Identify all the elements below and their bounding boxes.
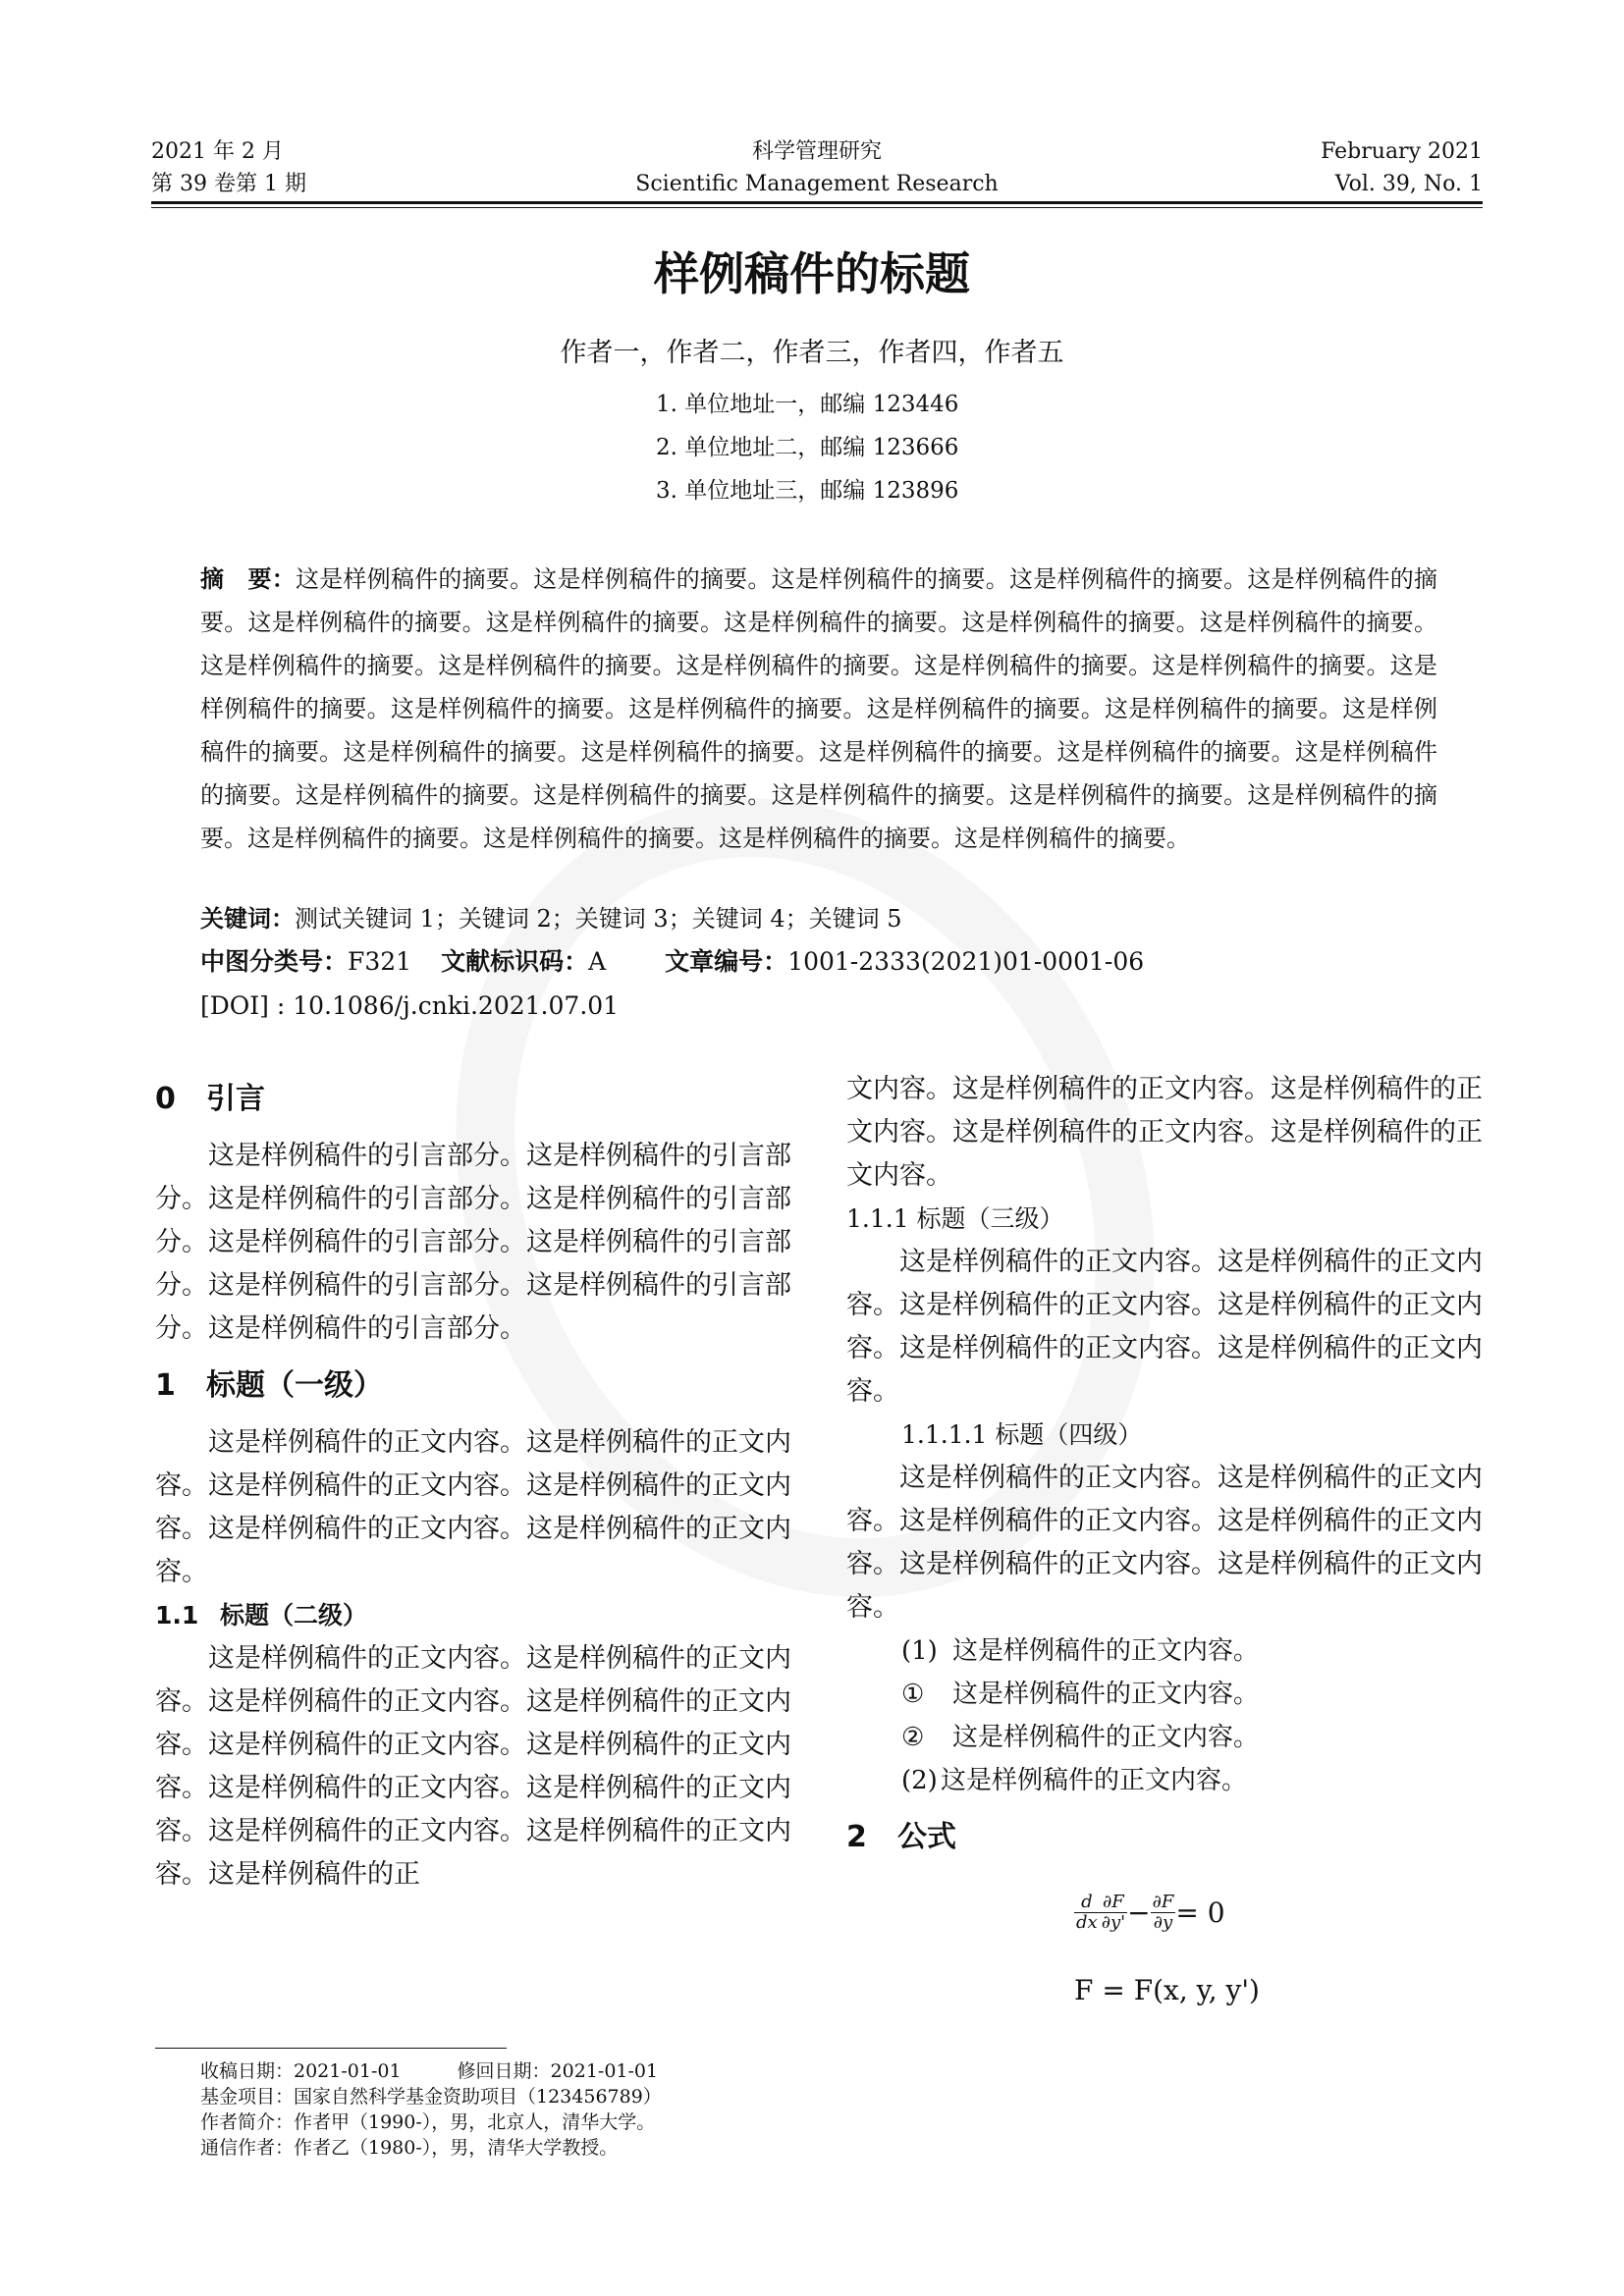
journal-name-cn: 科学管理研究: [751, 139, 882, 164]
list-item: [846, 1759, 1483, 1802]
section-1-paragraph: 这是样例稿件的正文内容。这是样例稿件的正文内容。这是样例稿件的正文内容。这是样例稿件的正文内容。这是样例稿件的正文内容。这是样例稿件的正文内容。: [155, 1427, 791, 1587]
abstract-label: 摘 要：: [200, 565, 296, 593]
running-header: [151, 135, 1483, 204]
section-title: 标题（二级）: [220, 1601, 368, 1629]
fraction-d-dx: $\frac{d}{dx}$: [1076, 1892, 1098, 1933]
list-marker: ①: [901, 1680, 925, 1709]
section-heading-1-1: [155, 1594, 791, 1637]
list-item: [846, 1716, 1483, 1759]
doc-code-value: A: [588, 947, 607, 976]
section-title: 引言: [206, 1082, 265, 1116]
header-rule-thin: [151, 207, 1483, 208]
list-marker: (1): [901, 1636, 938, 1666]
footnote-corresponding-author: 通信作者：作者乙（1980-），男，清华大学教授。: [200, 2137, 619, 2159]
issue-date-cn: 2021 年 2 月: [151, 139, 284, 164]
doc-code-label: 文献标识码：: [441, 947, 589, 976]
author-list: 作者一，作者二，作者三，作者四，作者五: [560, 338, 1064, 368]
section-1-1-1-1-paragraph: 这是样例稿件的正文内容。这是样例稿件的正文内容。这是样例稿件的正文内容。这是样例稿件的正文内容。这是样例稿件的正文内容。这是样例稿件的正文内容。: [846, 1463, 1483, 1623]
list-item: [846, 1673, 1483, 1716]
section-1-1-paragraph: 这是样例稿件的正文内容。这是样例稿件的正文内容。这是样例稿件的正文内容。这是样例稿件的正文内容。这是样例稿件的正文内容。这是样例稿件的正文内容。这是样例稿件的正文内容。这是样例稿件的正文内容。这是样例稿件的正文内容。这是样例稿件的正文内容。这是样例稿件的正: [155, 1643, 791, 1890]
section-number: 1.1: [155, 1601, 199, 1629]
issue-date-en-block: [1321, 135, 1483, 200]
section-title: 公式: [897, 1820, 956, 1854]
fraction-dF-dyprime: $\frac{\partial F}{\partial y'}$: [1101, 1892, 1126, 1933]
minus-sign: −: [1127, 1896, 1151, 1929]
equation-functional: F = F(x, y, y'): [1074, 1974, 1260, 2006]
footnote-author-bio: 作者简介：作者甲（1990-），男，北京人，清华大学。: [200, 2111, 656, 2133]
clc-value: F321: [348, 947, 412, 976]
list-marker: ②: [901, 1723, 925, 1752]
list-item-text: 这是样例稿件的正文内容。: [941, 1766, 1248, 1795]
keywords: [200, 899, 902, 938]
paper-title: 样例稿件的标题: [654, 247, 970, 300]
footnote-received-date: 收稿日期：2021-01-01 修回日期：2021-01-01: [200, 2060, 659, 2082]
abstract-text: 这是样例稿件的摘要。这是样例稿件的摘要。这是样例稿件的摘要。这是样例稿件的摘要。这是样例稿件的摘要。这是样例稿件的摘要。这是样例稿件的摘要。这是样例稿件的摘要。这是样例稿件的摘要。这是样例稿件的摘要。这是样例稿件的摘要。这是样例稿件的摘要。这是样例稿件的摘要。这是样例稿件的摘要。这是样例稿件的摘要。这是样例稿件的摘要。这是样例稿件的摘要。这是样例稿件的摘要。这是样例稿件的摘要。这是样例稿件的摘要。这是样例稿件的摘要。这是样例稿件的摘要。这是样例稿件的摘要。这是样例稿件的摘要。这是样例稿件的摘要。这是样例稿件的摘要。这是样例稿件的摘要。这是样例稿件的摘要。这是样例稿件的摘要。这是样例稿件的摘要。这是样例稿件的摘要。这是样例稿件的摘要。这是样例稿件的摘要。这是样例稿件的摘要。这是样例稿件的摘要。: [200, 565, 1438, 852]
journal-name-en: Scientific Management Research: [635, 172, 999, 196]
list-item-text: 这是样例稿件的正文内容。: [952, 1723, 1260, 1752]
section-1-1-paragraph-continued: 文内容。这是样例稿件的正文内容。这是样例稿件的正文内容。这是样例稿件的正文内容。这是样例稿件的正文内容。: [846, 1074, 1483, 1191]
doi-line: [DOI] : 10.1086/j.cnki.2021.07.01: [200, 991, 620, 1020]
article-number-value: 1001-2333(2021)01-0001-06: [787, 947, 1145, 976]
section-heading-1-1-1: 1.1.1 标题（三级）: [846, 1204, 1064, 1233]
journal-name-block: [151, 135, 1483, 200]
keywords-label: 关键词：: [200, 905, 295, 933]
issue-date-en: February 2021: [1321, 139, 1483, 164]
affiliation-2: 2. 单位地址二，邮编 123666: [656, 435, 959, 460]
affiliation-3: 3. 单位地址三，邮编 123896: [656, 478, 959, 504]
clc-label: 中图分类号：: [200, 947, 349, 976]
footnote-funding: 基金项目：国家自然科学基金资助项目（123456789）: [200, 2086, 662, 2108]
classification-line: [200, 942, 1144, 982]
section-number: 2: [846, 1820, 867, 1854]
left-column: [155, 1078, 791, 1896]
section-heading-2: [846, 1816, 1483, 1859]
equation-euler-lagrange: [1074, 1893, 1225, 1951]
keywords-text: 测试关键词 1；关键词 2；关键词 3；关键词 4；关键词 5: [295, 905, 902, 933]
fraction-dF-dy: $\frac{\partial F}{\partial y}$: [1152, 1892, 1174, 1933]
section-number: 0: [155, 1082, 176, 1116]
section-heading-1: [155, 1364, 791, 1408]
section-title: 标题（一级）: [206, 1368, 383, 1403]
equation-rhs: = 0: [1175, 1896, 1225, 1929]
list-item-text: 这是样例稿件的正文内容。: [952, 1680, 1260, 1709]
list-item-text: 这是样例稿件的正文内容。: [952, 1636, 1260, 1666]
right-column: [846, 1068, 1483, 1859]
abstract: [200, 558, 1437, 860]
section-heading-1-1-1-1: 1.1.1.1 标题（四级）: [901, 1420, 1143, 1449]
issue-volume-en: Vol. 39, No. 1: [1334, 172, 1483, 196]
section-1-1-1-paragraph: 这是样例稿件的正文内容。这是样例稿件的正文内容。这是样例稿件的正文内容。这是样例稿件的正文内容。这是样例稿件的正文内容。这是样例稿件的正文内容。: [846, 1247, 1483, 1407]
affiliation-1: 1. 单位地址一，邮编 123446: [656, 392, 959, 417]
issue-volume-cn: 第 39 卷第 1 期: [151, 172, 306, 196]
list-marker: (2): [901, 1766, 938, 1795]
header-rule-thick: [151, 201, 1483, 204]
issue-date-block: [151, 135, 306, 200]
section-number: 1: [155, 1368, 176, 1403]
intro-paragraph: 这是样例稿件的引言部分。这是样例稿件的引言部分。这是样例稿件的引言部分。这是样例稿件的引言部分。这是样例稿件的引言部分。这是样例稿件的引言部分。这是样例稿件的引言部分。这是样例稿件的引言部分。这是样例稿件的引言部分。: [155, 1141, 791, 1344]
article-number-label: 文章编号：: [665, 947, 788, 976]
footnote-rule: [155, 2048, 507, 2049]
section-heading-intro: [155, 1078, 791, 1121]
list-item: [846, 1629, 1483, 1673]
